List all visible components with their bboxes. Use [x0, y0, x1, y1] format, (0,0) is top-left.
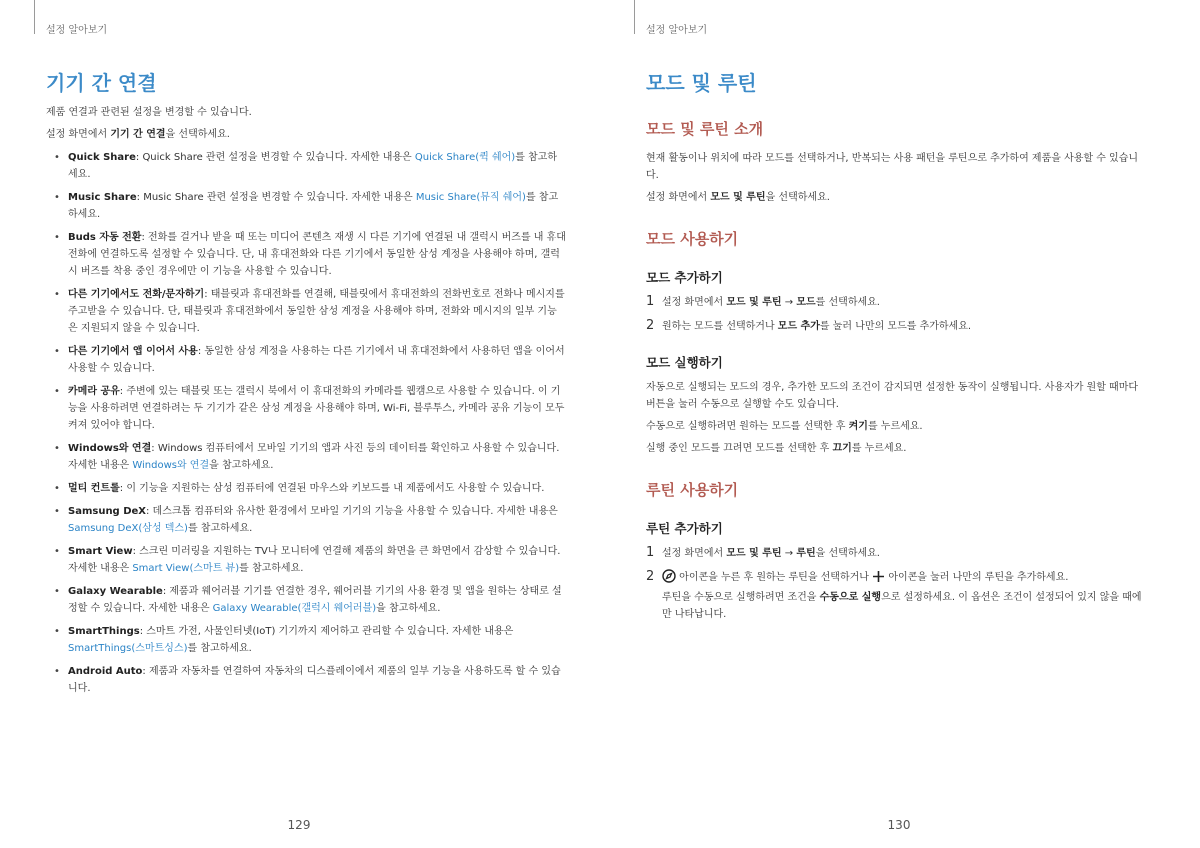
- intro-text: 제품 연결과 관련된 설정을 변경할 수 있습니다.: [46, 107, 252, 118]
- setting-description: : 이 기능을 지원하는 삼성 컴퓨터에 연결된 마우스와 키보드를 내 제품에서도 사용할 수 있습니다.: [119, 483, 545, 494]
- page-number: 129: [287, 818, 311, 832]
- setting-description: : 스마트 가전, 사물인터넷(IoT) 기기까지 제어하고 관리할 수 있습니다. 자세한 내용은: [139, 626, 514, 637]
- section-heading: 모드 사용하기: [646, 230, 739, 248]
- setting-item: [46, 480, 566, 497]
- reference-link[interactable]: Windows와 연결: [132, 460, 210, 471]
- step-number: 2: [646, 318, 655, 333]
- reference-link[interactable]: SmartThings(스마트싱스): [68, 643, 188, 654]
- instruction-post: 을 선택하세요.: [765, 192, 830, 203]
- header-rule: [634, 0, 635, 34]
- step-item: [646, 318, 1146, 335]
- step-number: 1: [646, 545, 655, 560]
- setting-term: Buds 자동 전환: [68, 232, 142, 243]
- para-text: 수동으로 실행하려면 원하는 모드를 선택한 후: [646, 421, 849, 432]
- setting-item: [46, 440, 566, 474]
- reference-link[interactable]: Galaxy Wearable(갤럭시 웨어러블): [212, 603, 377, 614]
- step-bold: 모드: [796, 297, 816, 308]
- setting-term: 멀티 컨트롤: [68, 483, 120, 494]
- reference-link[interactable]: Quick Share(퀵 쉐어): [414, 152, 516, 163]
- instruction-post: 을 선택하세요.: [165, 129, 230, 140]
- para-bold: 끄기: [832, 443, 852, 454]
- setting-description-tail: 을 참고하세요.: [376, 603, 441, 614]
- setting-description: : 동일한 삼성 계정을 사용하는 다른 기기에서 내 휴대전화에서 사용하던 앱을 이어서 사용할 수 있습니다.: [68, 346, 565, 374]
- setting-item: [46, 583, 566, 617]
- setting-description-tail: 를 참고하세요.: [239, 563, 304, 574]
- setting-term: 다른 기기에서 앱 이어서 사용: [68, 346, 198, 357]
- setting-description: : 태블릿과 휴대전화를 연결해, 태블릿에서 휴대전화의 전화번호로 전화나 메시지를 주고받을 수 있습니다. 단, 태블릿과 휴대전화에서 동일한 삼성 계정을 사용해야 하며, 전화와 메시지의 일부 기능은 지원되지 않을 수 있습니다.: [68, 289, 565, 334]
- left-content: [46, 66, 566, 703]
- setting-description: : 스크린 미러링을 지원하는 TV나 모니터에 연결해 제품의 화면을 큰 화면에서 감상할 수 있습니다. 자세한 내용은: [68, 546, 561, 574]
- instruction-bold: 기기 간 연결: [110, 129, 166, 140]
- setting-description-tail: 를 참고하세요.: [68, 152, 558, 180]
- step-bold: 모드 및 루틴: [726, 548, 782, 559]
- setting-item: [46, 189, 566, 223]
- subsection-heading: 루틴 추가하기: [646, 521, 723, 536]
- discover-compass-icon: [662, 569, 676, 589]
- subsection-heading: 모드 실행하기: [646, 355, 723, 370]
- step-bold: 수동으로 실행: [819, 592, 882, 603]
- setting-term: Quick Share: [68, 152, 136, 163]
- setting-description: : Music Share 관련 설정을 변경할 수 있습니다. 자세한 내용은: [136, 192, 416, 203]
- page-title: 모드 및 루틴: [646, 71, 757, 95]
- setting-item: [46, 503, 566, 537]
- setting-description: : 전화를 걸거나 받을 때 또는 미디어 콘텐츠 재생 시 다른 기기에 연결된 내 갤럭시 버즈를 내 휴대전화에 연결하도록 설정할 수 있습니다. 단, 내 휴대전화와 다른 기기에서 동일한 삼성 계정을 사용해야 하며, 갤럭시 버즈를 착용 중인 경우에만 이 기능을 사용할 수 있습니다.: [68, 232, 566, 277]
- setting-term: Windows와 연결: [68, 443, 152, 454]
- running-header: 설정 알아보기: [46, 25, 108, 36]
- step-arrow: →: [781, 297, 797, 308]
- steps-list: [646, 294, 1146, 335]
- step-text: 를 눌러 나만의 모드를 추가하세요.: [819, 321, 972, 332]
- instruction-pre: 설정 화면에서: [646, 192, 711, 203]
- section-para: [646, 440, 1146, 457]
- step-text: 아이콘을 눌러 나만의 루틴을 추가하세요.: [885, 572, 1069, 583]
- setting-description: : 데스크톱 컴퓨터와 유사한 환경에서 모바일 기기의 기능을 사용할 수 있습니다. 자세한 내용은: [146, 506, 558, 517]
- instruction-bold: 모드 및 루틴: [710, 192, 766, 203]
- instruction-text: [46, 126, 566, 143]
- reference-link[interactable]: Samsung DeX(삼성 덱스): [68, 523, 188, 534]
- subsection-heading: 모드 추가하기: [646, 270, 723, 285]
- setting-item: [46, 623, 566, 657]
- right-content: [646, 66, 1146, 623]
- setting-item: [46, 543, 566, 577]
- setting-item: [46, 663, 566, 697]
- setting-description: : 제품과 웨어러블 기기를 연결한 경우, 웨어러블 기기의 사용 환경 및 앱을 원하는 상태로 설정할 수 있습니다. 자세한 내용은: [68, 586, 562, 614]
- section-heading: 루틴 사용하기: [646, 481, 739, 499]
- step-text: 설정 화면에서: [662, 548, 727, 559]
- section-para: 현재 활동이나 위치에 따라 모드를 선택하거나, 반복되는 사용 패턴을 루틴으로 추가하여 제품을 사용할 수 있습니다.: [646, 153, 1139, 181]
- step-item: [646, 294, 1146, 311]
- setting-term: Android Auto: [68, 666, 143, 677]
- section-para: 자동으로 실행되는 모드의 경우, 추가한 모드의 조건이 감지되면 설정한 동작이 실행됩니다. 사용자가 원할 때마다 버튼을 눌러 수동으로 실행할 수도 있습니다.: [646, 382, 1139, 410]
- para-text: 를 누르세요.: [867, 421, 923, 432]
- page-title: 기기 간 연결: [46, 71, 157, 95]
- para-text: 실행 중인 모드를 끄려면 모드를 선택한 후: [646, 443, 833, 454]
- setting-description-tail: 를 참고하세요.: [187, 523, 253, 534]
- setting-item: [46, 383, 566, 434]
- step-arrow: →: [781, 548, 797, 559]
- setting-term: Galaxy Wearable: [68, 586, 163, 597]
- setting-description: : 주변에 있는 태블릿 또는 갤럭시 북에서 이 휴대전화의 카메라를 웹캠으로 사용할 수 있습니다. 이 기능을 사용하려면 연결하려는 두 기기가 같은 삼성 계정을 사용해야 하며, Wi-Fi, 블루투스, 카메라 공유 기능이 모두 켜져 있어야 합니다.: [68, 386, 565, 431]
- setting-term: Smart View: [68, 546, 133, 557]
- step-bold: 루틴: [796, 548, 816, 559]
- setting-description-tail: 을 참고하세요.: [209, 460, 274, 471]
- right-page: [600, 0, 1200, 848]
- setting-term: Music Share: [68, 192, 137, 203]
- step-text: 을 선택하세요.: [815, 548, 880, 559]
- step-bold: 모드 추가: [777, 321, 820, 332]
- setting-item: [46, 149, 566, 183]
- setting-description: : 제품과 자동차를 연결하여 자동차의 디스플레이에서 제품의 일부 기능을 사용하도록 할 수 있습니다.: [68, 666, 561, 694]
- page-number: 130: [887, 818, 911, 832]
- setting-term: SmartThings: [68, 626, 140, 637]
- setting-description: : Windows 컴퓨터에서 모바일 기기의 앱과 사진 등의 데이터를 확인하고 사용할 수 있습니다. 자세한 내용은: [68, 443, 560, 471]
- setting-term: Samsung DeX: [68, 506, 146, 517]
- instruction-pre: 설정 화면에서: [46, 129, 111, 140]
- para-bold: 켜기: [848, 421, 868, 432]
- setting-item: [46, 286, 566, 337]
- step-bold: 모드 및 루틴: [726, 297, 782, 308]
- step-text: 를 선택하세요.: [815, 297, 880, 308]
- section-para: [646, 418, 1146, 435]
- setting-term: 다른 기기에서도 전화/문자하기: [68, 289, 205, 300]
- step-text: 설정 화면에서: [662, 297, 727, 308]
- setting-description: : Quick Share 관련 설정을 변경할 수 있습니다. 자세한 내용은: [135, 152, 415, 163]
- reference-link[interactable]: Music Share(뮤직 쉐어): [415, 192, 526, 203]
- setting-description-tail: 를 참고하세요.: [68, 192, 559, 220]
- setting-term: 카메라 공유: [68, 386, 120, 397]
- step-item: [646, 545, 1146, 562]
- step-item: [646, 569, 1146, 623]
- step-number: 2: [646, 569, 655, 584]
- plus-icon: [872, 570, 885, 589]
- running-header: 설정 알아보기: [646, 25, 708, 36]
- section-heading: 모드 및 루틴 소개: [646, 120, 764, 138]
- steps-list: [646, 545, 1146, 623]
- settings-list: [46, 149, 566, 697]
- step-text: 으로 설정하세요. 이 옵션은 조건이 설정되어 있지 않을 때에만 나타납니다.: [662, 592, 1142, 620]
- setting-item: [46, 229, 566, 280]
- para-text: 를 누르세요.: [851, 443, 907, 454]
- setting-item: [46, 343, 566, 377]
- step-text: 원하는 모드를 선택하거나: [662, 321, 778, 332]
- step-number: 1: [646, 294, 655, 309]
- step-text: 아이콘을 누른 후 원하는 루틴을 선택하거나: [676, 572, 873, 583]
- reference-link[interactable]: Smart View(스마트 뷰): [132, 563, 240, 574]
- header-rule: [34, 0, 35, 34]
- instruction-text: [646, 189, 1146, 206]
- step-text: 루틴을 수동으로 실행하려면 조건을: [662, 592, 820, 603]
- setting-description-tail: 를 참고하세요.: [187, 643, 252, 654]
